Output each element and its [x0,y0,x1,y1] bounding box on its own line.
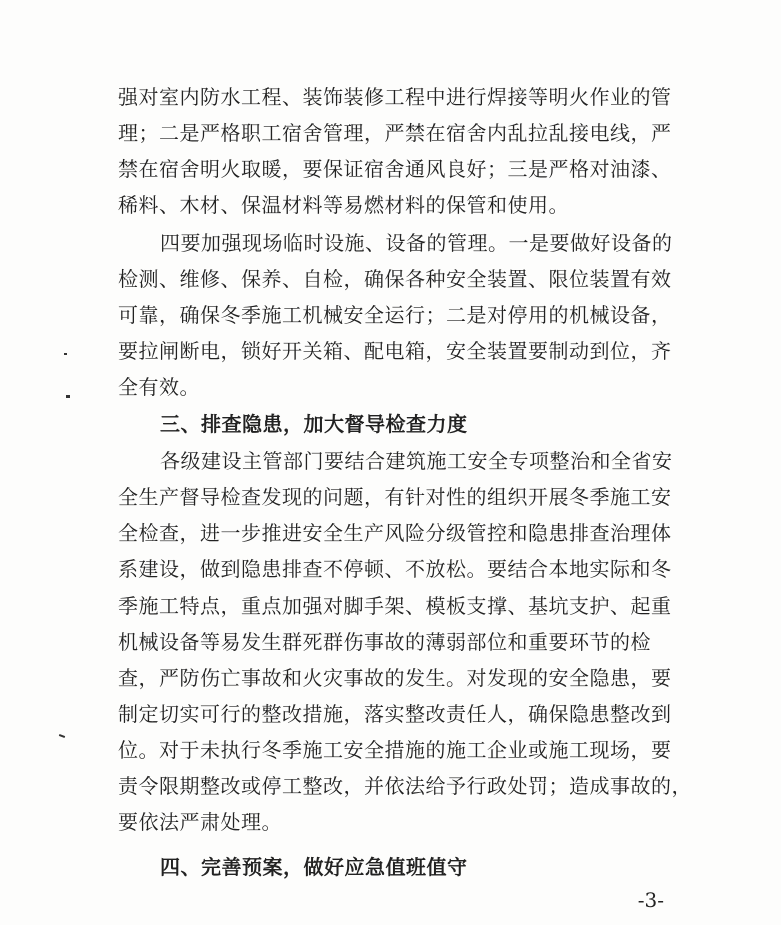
text-line: 要拉闸断电，锁好开关箱、配电箱，安全装置要制动到位，齐 [118,339,672,363]
section-heading: 三、排查隐患，加大督导检查力度 [160,412,468,436]
text-line: 禁在宿舍明火取暖，要保证宿舍通风良好；三是严格对油漆、 [118,157,672,181]
page-number: -3- [637,888,664,912]
paragraph-first-line: 各级建设主管部门要结合建筑施工安全专项整治和全省安 [160,449,673,473]
text-line: 全检查，进一步推进安全生产风险分级管控和隐患排查治理体 [118,521,672,545]
paragraph-first-line: 四要加强现场临时设施、设备的管理。一是要做好设备的 [160,231,673,255]
text-line: 可靠，确保冬季施工机械安全运行；二是对停用的机械设备， [118,303,672,327]
scan-speck [64,353,67,355]
text-line: 稀料、木材、保温材料等易燃材料的保管和使用。 [118,193,569,217]
text-line: 季施工特点，重点加强对脚手架、模板支撑、基坑支护、起重 [118,594,672,618]
text-line: 查，严防伤亡事故和火灾事故的发生。对发现的安全隐患，要 [118,666,672,690]
section-heading: 四、完善预案，做好应急值班值守 [160,855,468,879]
text-line: 制定切实可行的整改措施，落实整改责任人，确保隐患整改到 [118,702,672,726]
scan-speck [59,734,65,738]
text-line: 机械设备等易发生群死群伤事故的薄弱部位和重要环节的检 [118,630,651,654]
text-line: 责令限期整改或停工整改，并依法给予行政处罚；造成事故的， [118,774,692,798]
text-line: 系建设，做到隐患排查不停顿、不放松。要结合本地实际和冬 [118,557,672,581]
text-line: 位。对于未执行冬季施工安全措施的施工企业或施工现场，要 [118,738,672,762]
text-line: 强对室内防水工程、装饰装修工程中进行焊接等明火作业的管 [118,85,672,109]
text-line: 检测、维修、保养、自检，确保各种安全装置、限位装置有效 [118,267,672,291]
text-line: 理；二是严格职工宿舍管理，严禁在宿舍内乱拉乱接电线，严 [118,121,672,145]
scan-speck [66,395,70,398]
text-line: 要依法严肃处理。 [118,810,282,834]
text-line: 全有效。 [118,375,200,399]
text-line: 全生产督导检查发现的问题，有针对性的组织开展冬季施工安 [118,485,672,509]
